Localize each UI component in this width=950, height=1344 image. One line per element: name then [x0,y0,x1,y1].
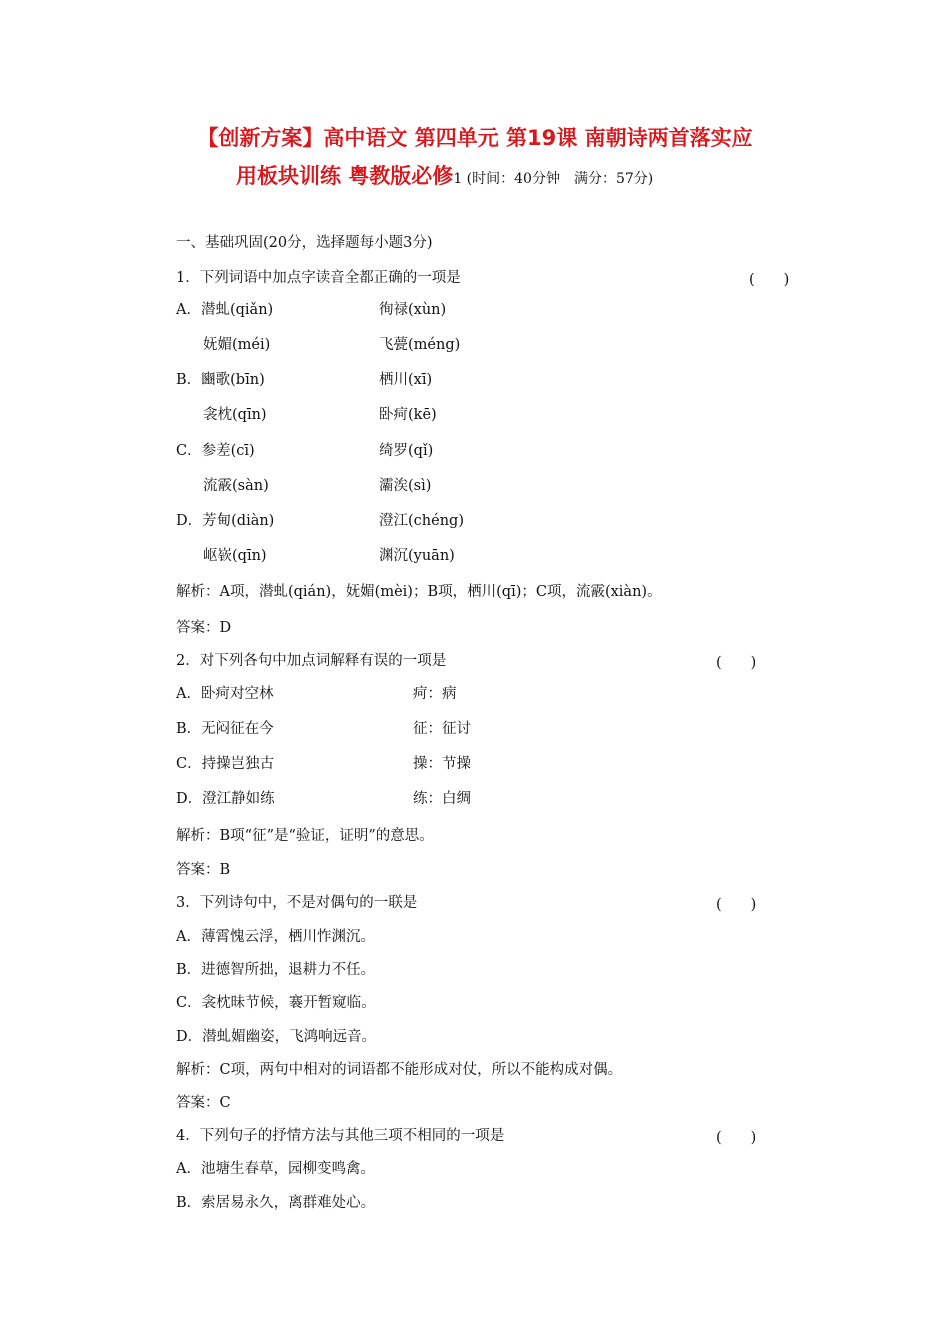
q1-option-d-4: 渊沉(yuān) [379,548,455,564]
q3-stem: 3．下列诗句中，不是对偶句的一联是 [176,895,418,911]
q1-answer: 答案：D [176,620,232,636]
q2-analysis: 解析：B项“征”是“验证，证明”的意思。 [176,828,434,844]
q1-option-b-4: 卧疴(kē) [379,407,437,423]
q1-option-b-2: 栖川(xī) [379,372,433,388]
q1-option-d-2: 澄江(chéng) [379,513,464,529]
q1-option-c-3: 流霰(sàn) [203,478,269,494]
q1-option-a-4: 飞甍(méng) [379,337,461,353]
q3-analysis: 解析：C项，两句中相对的词语都不能形成对仗，所以不能构成对偶。 [176,1062,623,1078]
q1-option-c-4: 灞涘(sì) [379,478,432,494]
q1-stem: 1．下列词语中加点字读音全都正确的一项是 [176,270,461,286]
q1-option-a-1: A．潜虬(qiǎn) [176,302,274,318]
section-heading: 一、基础巩固(20分，选择题每小题3分) [176,235,433,251]
q3-answer-paren: ( ) [716,897,757,913]
q1-option-d-1: D．芳甸(diàn) [176,513,275,529]
title-meta: 1 (时间：40分钟 满分：57分) [453,171,654,187]
q3-option-b: B．进德智所拙，退耕力不任。 [176,962,376,978]
q2-option-b: B．无闷征在今 [176,721,274,737]
q2-option-c: C．持操岂独古 [176,756,275,772]
document-title-line2 [236,160,653,190]
q3-option-c: C．衾枕昧节候，褰开暂窥临。 [176,995,376,1011]
q1-option-d-3: 岖嵚(qīn) [203,548,267,564]
q2-option-b-gloss: 征：征讨 [413,721,471,737]
q4-option-b: B．索居易永久，离群难处心。 [176,1195,376,1211]
q1-answer-paren: ( ) [749,272,790,288]
q2-stem: 2．对下列各句中加点词解释有误的一项是 [176,653,447,669]
q2-option-c-gloss: 操：节操 [413,756,471,772]
q1-option-a-3: 妩媚(méi) [203,337,271,353]
q2-option-d: D．澄江静如练 [176,791,275,807]
q1-option-c-1: C．参差(cī) [176,443,255,459]
q3-answer: 答案：C [176,1095,231,1111]
q2-answer: 答案：B [176,862,231,878]
q2-option-a-gloss: 疴：病 [413,686,457,702]
title-line2-text: 用板块训练 粤教版必修 [236,164,454,188]
q1-option-b-1: B．豳歌(bīn) [176,372,265,388]
q4-stem: 4．下列句子的抒情方法与其他三项不相同的一项是 [176,1128,505,1144]
q4-answer-paren: ( ) [716,1130,757,1146]
document-title-line1: 【创新方案】高中语文 第四单元 第19课 南朝诗两首落实应 [197,126,753,150]
q1-option-c-2: 绮罗(qǐ) [379,443,434,459]
q3-option-d: D．潜虬媚幽姿，飞鸿响远音。 [176,1029,377,1045]
q2-answer-paren: ( ) [716,655,757,671]
q1-option-a-2: 徇禄(xùn) [379,302,447,318]
q1-option-b-3: 衾枕(qīn) [203,407,267,423]
q2-option-d-gloss: 练：白绸 [413,791,471,807]
q1-analysis: 解析：A项，潜虬(qián)，妩媚(mèi)；B项，栖川(qī)；C项，流霰(xiàn)。 [176,584,662,600]
q3-option-a: A．薄霄愧云浮，栖川怍渊沉。 [176,929,375,945]
q2-option-a: A．卧疴对空林 [176,686,274,702]
q4-option-a: A．池塘生春草，园柳变鸣禽。 [176,1161,375,1177]
